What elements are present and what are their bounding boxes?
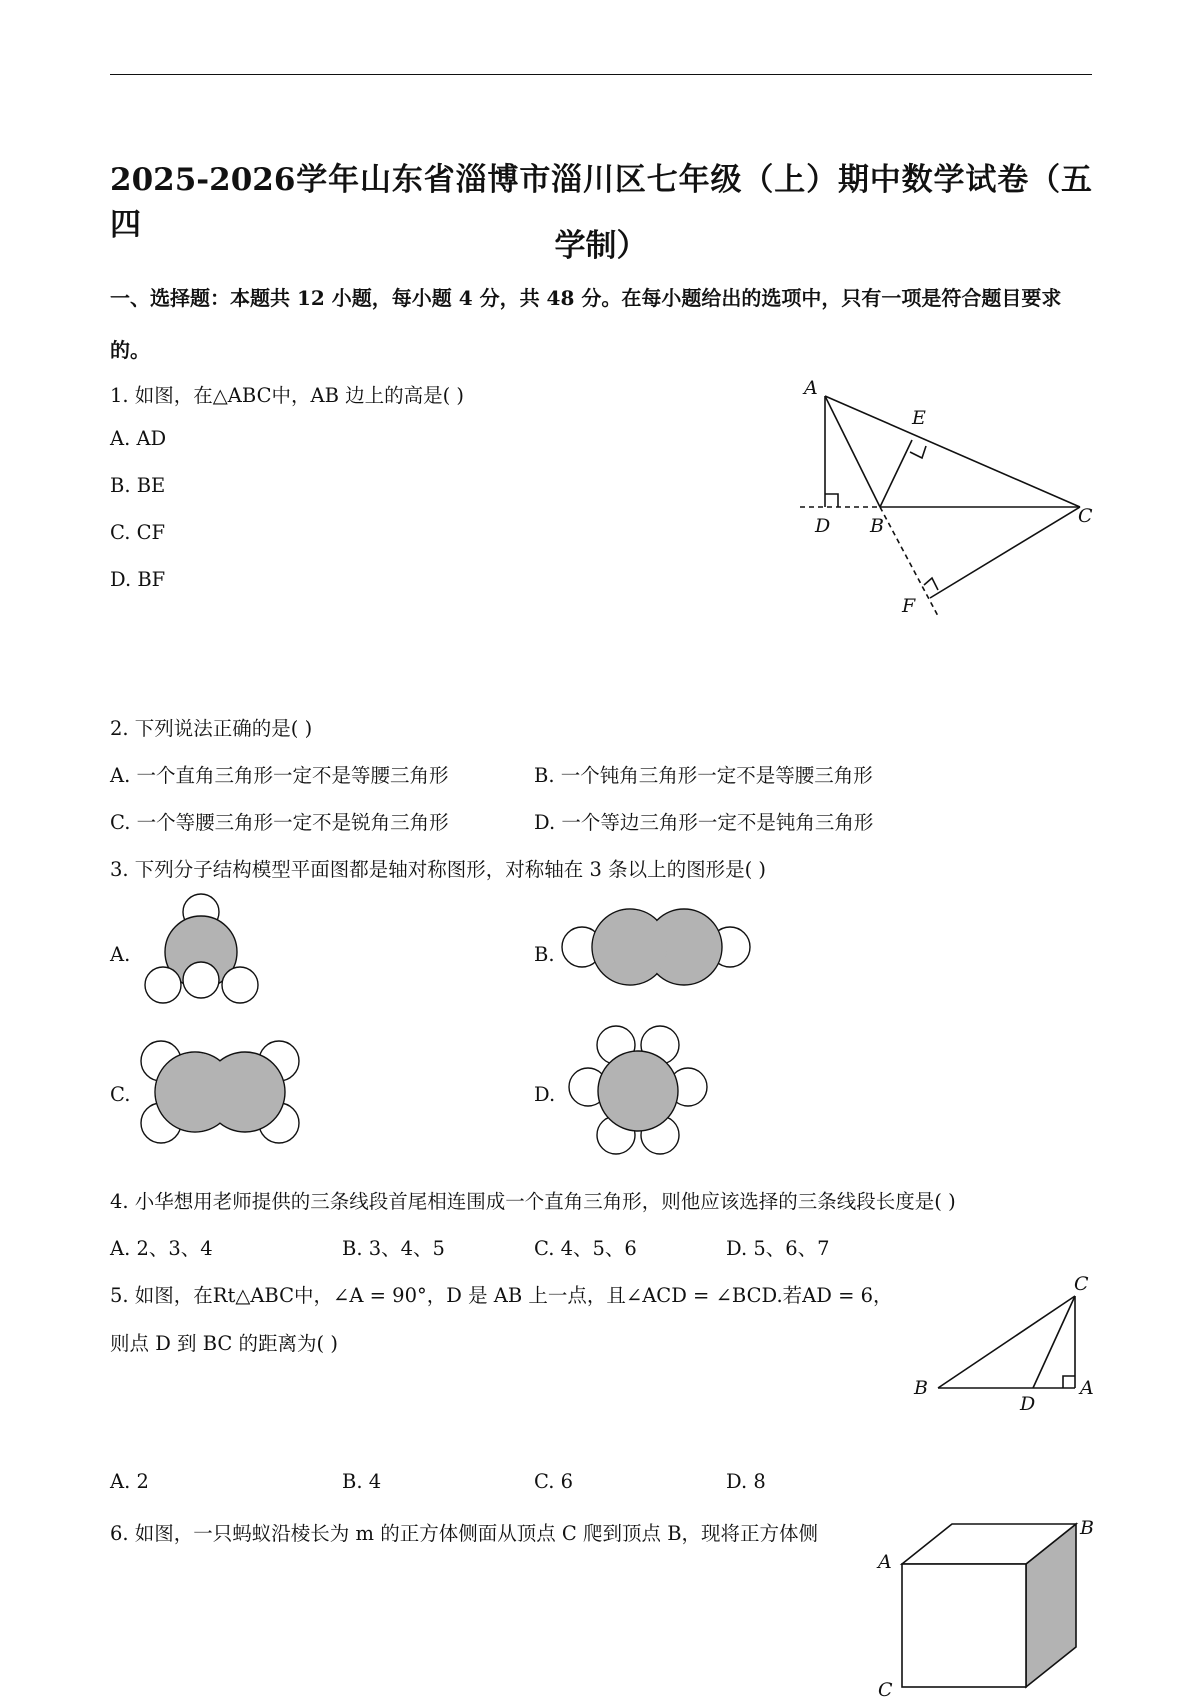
q5-label-c: C <box>1074 1273 1089 1295</box>
q3-option-c: C. <box>110 1083 131 1106</box>
q1-option-b: B. BE <box>110 474 166 497</box>
q5-label-d: D <box>1020 1393 1036 1410</box>
q5-option-a: A. 2 <box>110 1470 149 1493</box>
q3-molecule-b <box>560 905 755 990</box>
q5-label-a: A <box>1080 1377 1094 1399</box>
q3-molecule-a <box>135 890 270 1010</box>
section-heading: 一、选择题：本题共 12 小题，每小题 4 分，共 48 分。在每小题给出的选项中，只有一项是符合题目要求 <box>110 286 1062 310</box>
question-5-stem-cont: 则点 D 到 BC 的距离为( ) <box>110 1332 338 1355</box>
q3-molecule-d <box>568 1025 708 1165</box>
q5-option-b: B. 4 <box>342 1470 382 1493</box>
q1-triangle-figure <box>790 380 1110 625</box>
page-title-line2: 学制） <box>554 228 648 264</box>
q5-option-d: D. 8 <box>726 1470 766 1493</box>
page-title-line1: 2025-2026学年山东省淄博市淄川区七年级（上）期中数学试卷（五四 <box>110 162 1092 243</box>
q3-molecule-c <box>135 1035 305 1150</box>
q4-option-a: A. 2、3、4 <box>110 1237 213 1260</box>
q5-label-b: B <box>914 1377 928 1399</box>
q6-label-b: B <box>1080 1517 1094 1539</box>
q4-option-b: B. 3、4、5 <box>342 1237 445 1260</box>
q1-label-f: F <box>902 595 916 617</box>
q3-option-a: A. <box>110 943 131 966</box>
q6-label-c: C <box>878 1679 893 1697</box>
question-6-stem: 6. 如图，一只蚂蚁沿棱长为 m 的正方体侧面从顶点 C 爬到顶点 B，现将正方体侧 <box>110 1522 819 1545</box>
q1-label-b: B <box>870 515 884 537</box>
q1-label-d: D <box>815 515 831 537</box>
q1-option-c: C. CF <box>110 521 166 544</box>
question-5-stem: 5. 如图，在Rt△ABC中，∠A = 90°，D 是 AB 上一点，且∠ACD = ∠BCD.若AD = 6， <box>110 1284 893 1307</box>
q2-option-c: C. 一个等腰三角形一定不是锐角三角形 <box>110 811 449 834</box>
question-4-stem: 4. 小华想用老师提供的三条线段首尾相连围成一个直角三角形，则他应该选择的三条线段长度是( ) <box>110 1190 956 1213</box>
q5-option-c: C. 6 <box>534 1470 574 1493</box>
q5-triangle-figure <box>910 1270 1100 1410</box>
q1-label-e: E <box>912 407 926 429</box>
q4-option-d: D. 5、6、7 <box>726 1237 830 1260</box>
q3-option-b: B. <box>534 943 555 966</box>
q1-label-a: A <box>804 380 818 399</box>
question-3-stem: 3. 下列分子结构模型平面图都是轴对称图形，对称轴在 3 条以上的图形是( ) <box>110 858 767 881</box>
section-heading-cont: 的。 <box>110 338 150 362</box>
q1-option-d: D. BF <box>110 568 166 591</box>
q1-label-c: C <box>1078 505 1093 527</box>
q2-option-a: A. 一个直角三角形一定不是等腰三角形 <box>110 764 449 787</box>
question-2-stem: 2. 下列说法正确的是( ) <box>110 717 313 740</box>
question-1-stem: 1. 如图，在△ABC中，AB 边上的高是( ) <box>110 384 465 407</box>
header-rule <box>110 74 1092 75</box>
q2-option-b: B. 一个钝角三角形一定不是等腰三角形 <box>534 764 873 787</box>
q3-option-d: D. <box>534 1083 556 1106</box>
q1-option-a: A. AD <box>110 427 167 450</box>
q6-label-a: A <box>878 1551 892 1573</box>
q6-cube-figure <box>870 1512 1100 1697</box>
q4-option-c: C. 4、5、6 <box>534 1237 637 1260</box>
q2-option-d: D. 一个等边三角形一定不是钝角三角形 <box>534 811 874 834</box>
